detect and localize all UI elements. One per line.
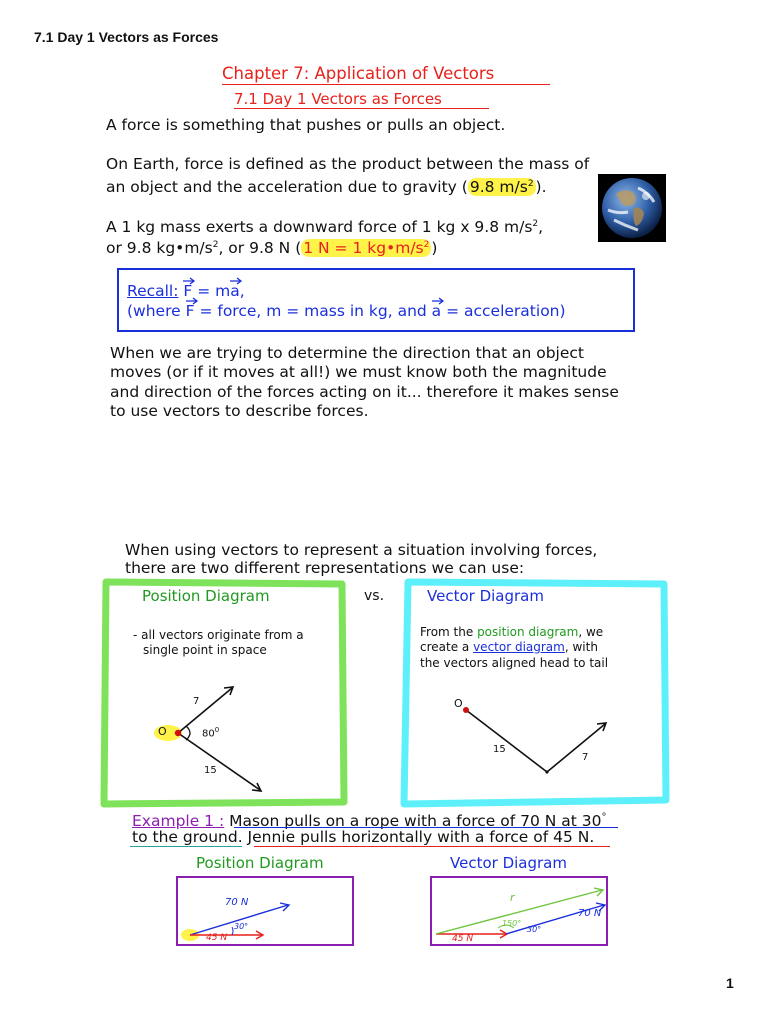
angle-value: 80: [202, 728, 215, 740]
vector-joint-point: [545, 770, 548, 773]
example-angle-arc: [232, 927, 233, 935]
recall-a-vector-2: [432, 301, 442, 321]
example-diagrams: [176, 876, 612, 948]
gravity-value: 9.8 m/s: [469, 178, 528, 197]
gravity-exponent: 2: [527, 179, 534, 189]
angle-degree: 0: [214, 726, 220, 734]
example-vec-r-label: r: [510, 891, 515, 904]
vs-label: vs.: [364, 588, 385, 604]
vector-origin-point: [463, 707, 469, 713]
example-vec-45n-label: 45 N: [452, 934, 474, 944]
example-line-2: to the ground. Jennie pulls horizontally with a force of 45 N.: [132, 828, 595, 846]
origin-point: [175, 730, 181, 736]
newton-definition: [301, 239, 431, 257]
gravity-prefix: an object and the acceleration due to gravity (: [106, 178, 468, 197]
angle-label: [202, 726, 219, 739]
example-underline-2b: [254, 846, 610, 847]
position-panel-border: [104, 582, 344, 804]
head-tail-vector-15: [466, 710, 547, 772]
direction-line-3: and direction of the forces acting on it... therefore it makes sense: [110, 383, 619, 401]
direction-line-4: to use vectors to describe forces.: [110, 402, 369, 420]
units-exponent: 2: [212, 240, 219, 250]
vector-arrow-icon: [431, 297, 445, 305]
recall-where: (where: [127, 302, 186, 320]
earth-image: [598, 174, 666, 242]
vector-arrow-icon: [182, 277, 196, 285]
recall-a: a: [230, 282, 240, 300]
units-text-a: or 9.8 kg•m/s: [106, 239, 213, 258]
example-position-title: Position Diagram: [196, 854, 324, 872]
section-title-underline: [234, 108, 489, 109]
newton-definition-exponent: 2: [423, 240, 430, 250]
vector-desc-2a: create a: [420, 640, 474, 654]
example-pos-30-label: 30°: [234, 922, 249, 931]
vector-desc-line-1: [420, 624, 603, 640]
representations-line-1: When using vectors to represent a situation involving forces,: [125, 541, 598, 559]
recall-acceleration: = acceleration): [441, 302, 566, 320]
vector-diagram-link: vector diagram: [473, 640, 565, 654]
example-underline-2a: [130, 846, 242, 847]
example-vector-title: Vector Diagram: [450, 854, 567, 872]
diagram-panels: [98, 576, 678, 812]
vector-label-7: 7: [582, 752, 589, 763]
mass-force-comma: ,: [538, 218, 544, 237]
vector-desc-1b: , we: [578, 625, 604, 639]
chapter-title-underline: [222, 84, 550, 85]
direction-line-2: moves (or if it moves at all!) we must know both the magnitude: [110, 363, 607, 381]
direction-line-1: When we are trying to determine the direction that an object: [110, 344, 584, 362]
page-number: 1: [726, 975, 734, 991]
intro-line: A force is something that pushes or pulls an object.: [106, 116, 506, 134]
mass-force-text: A 1 kg mass exerts a downward force of 1 kg x 9.8 m/s: [106, 218, 533, 237]
example-pos-45n-label: 45 N: [206, 933, 228, 943]
vector-panel-border: [404, 582, 666, 804]
position-label-o: O: [158, 725, 167, 738]
example-vec-70n-label: 70 N: [578, 908, 602, 919]
recall-line-2: [127, 301, 566, 321]
intro-paragraph-2-line-1: On Earth, force is defined as the product between the mass of: [106, 155, 590, 173]
recall-f: F: [183, 282, 193, 300]
recall-f-2: F: [185, 302, 195, 320]
representations-line-2: there are two different representations we can use:: [125, 559, 525, 577]
example-degree: °: [601, 812, 607, 823]
units-text-c: ): [431, 239, 438, 258]
newton-definition-text: 1 N = 1 kg•m/s: [303, 239, 424, 258]
gravity-highlight: [468, 178, 536, 196]
recall-a-vector: [230, 281, 240, 301]
section-title: 7.1 Day 1 Vectors as Forces: [234, 90, 442, 108]
gravity-suffix: ).: [535, 178, 547, 197]
units-text-b: , or 9.8 N (: [218, 239, 302, 258]
chapter-title: Chapter 7: Application of Vectors: [222, 64, 495, 83]
intro-paragraph-2-line-2: [106, 174, 547, 197]
mass-force-exponent: 2: [532, 219, 539, 229]
example-vec-30-label: 30°: [527, 925, 542, 934]
vector-arrow-icon: [229, 277, 243, 285]
page-header: 7.1 Day 1 Vectors as Forces: [34, 29, 219, 45]
example-text-1: Mason pulls on a rope with a force of 70 N at 30: [224, 812, 602, 831]
vector-15-line: [178, 733, 260, 790]
position-desc-line-2: single point in space: [143, 643, 267, 657]
example-pos-70n-label: 70 N: [225, 897, 249, 908]
recall-definitions: = force, m = mass in kg, and: [194, 302, 432, 320]
recall-eq-end: ,: [239, 282, 245, 300]
position-label-15: 15: [204, 765, 217, 776]
vector-desc-1a: From the: [420, 625, 478, 639]
angle-arc: [186, 726, 190, 740]
head-tail-vector-7: [547, 724, 605, 772]
position-diagram-link: position diagram: [477, 625, 579, 639]
vector-desc-line-2: [420, 639, 598, 655]
intro-paragraph-3-line-2: [106, 235, 437, 258]
vector-desc-2b: , with: [564, 640, 598, 654]
vector-panel-title: Vector Diagram: [427, 587, 544, 605]
recall-f-vector-2: [186, 301, 195, 321]
vector-arrow-icon: [185, 297, 199, 305]
vector-label-15: 15: [493, 744, 506, 755]
position-panel-title: Position Diagram: [142, 587, 270, 605]
vector-desc-line-3: the vectors aligned head to tail: [420, 656, 609, 670]
recall-eq-mid: = m: [192, 282, 231, 300]
position-desc-line-1: - all vectors originate from a: [133, 628, 304, 642]
position-label-7: 7: [193, 696, 200, 707]
vector-label-o: O: [454, 697, 463, 710]
example-vec-150-label: 150°: [502, 919, 522, 928]
recall-label: Recall:: [127, 282, 179, 300]
intro-paragraph-3-line-1: [106, 214, 543, 237]
example-label: Example 1 :: [132, 812, 225, 831]
recall-a-2: a: [431, 302, 442, 320]
